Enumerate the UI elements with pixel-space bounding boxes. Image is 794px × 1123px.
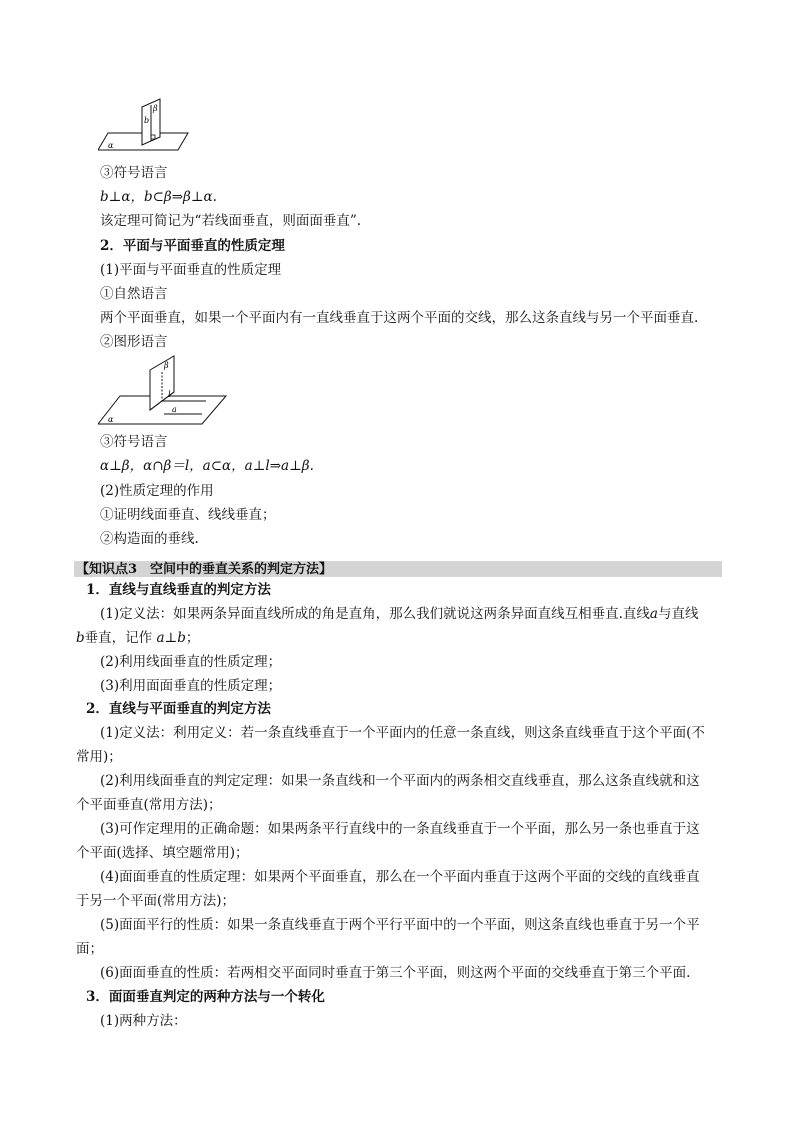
kp3-line-1-1a [100, 605, 698, 623]
sub-property-theorem: (1)平面与平面垂直的性质定理 [100, 262, 282, 278]
fig2-label-alpha: α [108, 415, 114, 424]
kp3-line-2-4b: 于另一个平面(常用方法)； [76, 893, 236, 909]
kp3-line-2-6: (6)面面垂直的性质：若两相交平面同时垂直于第三个平面，则这两个平面的交线垂直于第三个平面. [100, 965, 691, 981]
kp3-heading-3: 3．面面垂直判定的两种方法与一个转化 [86, 989, 325, 1005]
kp3-var-b: b [76, 630, 85, 646]
kp3-line-2-2b: 个平面垂直(常用方法)； [76, 797, 222, 813]
fig2-label-l: l [168, 390, 171, 399]
kp3-line-1-1a-text: (1)定义法：如果两条异面直线所成的角是直角，那么我们就说这两条异面直线互相垂直.直线 [100, 606, 650, 622]
fig2-label-beta: β [164, 361, 169, 370]
use-item-2: ②构造面的垂线. [100, 531, 199, 547]
kp3-var-a: a [649, 606, 658, 622]
kp3-line-2-5b: 面； [76, 941, 103, 957]
kp3-line-1-2: (2)利用线面垂直的性质定理； [100, 654, 282, 670]
symbol-language-formula: α⊥β，α∩β＝l，a⊂α，a⊥l⇒a⊥β. [100, 458, 314, 474]
kp3-line-2-1b: 常用)； [76, 749, 122, 765]
kp3-notation: a⊥b [156, 630, 186, 646]
kp3-line-1-1g: ； [185, 630, 200, 646]
fig2-label-a: a [172, 405, 177, 414]
knowledge-point-3-title: 【知识点3 空间中的垂直关系的判定方法】 [76, 562, 333, 577]
fig1-label-b: b [144, 116, 150, 125]
kp3-line-2-3b: 个平面(选择、填空题常用)； [76, 845, 249, 861]
graphic-language-label: ②图形语言 [100, 334, 168, 350]
sub-theorem-uses: (2)性质定理的作用 [100, 483, 214, 499]
kp3-line-2-2a: (2)利用线面垂直的判定定理：如果一条直线和一个平面内的两条相交直线垂直，那么这条直线就和这 [100, 773, 700, 789]
theorem-summary: 该定理可简记为“若线面垂直，则面面垂直”. [100, 213, 362, 229]
s3-label: ③符号语言 [100, 165, 168, 181]
fig1-label-alpha: α [108, 141, 114, 150]
kp3-line-2-1a: (1)定义法：利用定义：若一条直线垂直于一个平面内的任意一条直线，则这条直线垂直于这个平面(不 [100, 725, 705, 741]
kp3-line-2-4a: (4)面面垂直的性质定理：如果两个平面垂直，那么在一个平面内垂直于这两个平面的交线的直线垂直 [100, 869, 700, 885]
kp3-line-1-1e: 垂直，记作 [84, 630, 153, 646]
figure-plane-perpendicular-1 [98, 95, 198, 155]
kp3-line-1-1b [76, 629, 199, 647]
kp3-line-2-5a: (5)面面平行的性质：如果一条直线垂直于两个平行平面中的一个平面，则这条直线也垂直于另一个平 [100, 917, 700, 933]
symbol-language-label: ③符号语言 [100, 434, 168, 450]
kp3-line-1-3: (3)利用面面垂直的性质定理； [100, 678, 282, 694]
natural-language-text: 两个平面垂直，如果一个平面内有一直线垂直于这两个平面的交线，那么这条直线与另一个平面垂直. [100, 310, 699, 326]
kp3-line-3-1: (1)两种方法： [100, 1013, 187, 1029]
kp3-line-1-1c: 与直线 [657, 606, 699, 622]
kp3-heading-1: 1．直线与直线垂直的判定方法 [86, 582, 271, 598]
heading-property-theorem: 2．平面与平面垂直的性质定理 [100, 238, 285, 254]
use-item-1: ①证明线面垂直、线线垂直； [100, 507, 276, 523]
kp3-heading-2: 2．直线与平面垂直的判定方法 [86, 701, 271, 717]
s3-formula: b⊥α，b⊂β⇒β⊥α. [100, 189, 217, 205]
fig1-label-beta: β [153, 104, 158, 113]
natural-language-label: ①自然语言 [100, 286, 168, 302]
figure-plane-perpendicular-2 [98, 352, 228, 432]
kp3-line-2-3a: (3)可作定理用的正确命题：如果两条平行直线中的一条直线垂直于一个平面，那么另一条也垂直于这 [100, 821, 700, 837]
